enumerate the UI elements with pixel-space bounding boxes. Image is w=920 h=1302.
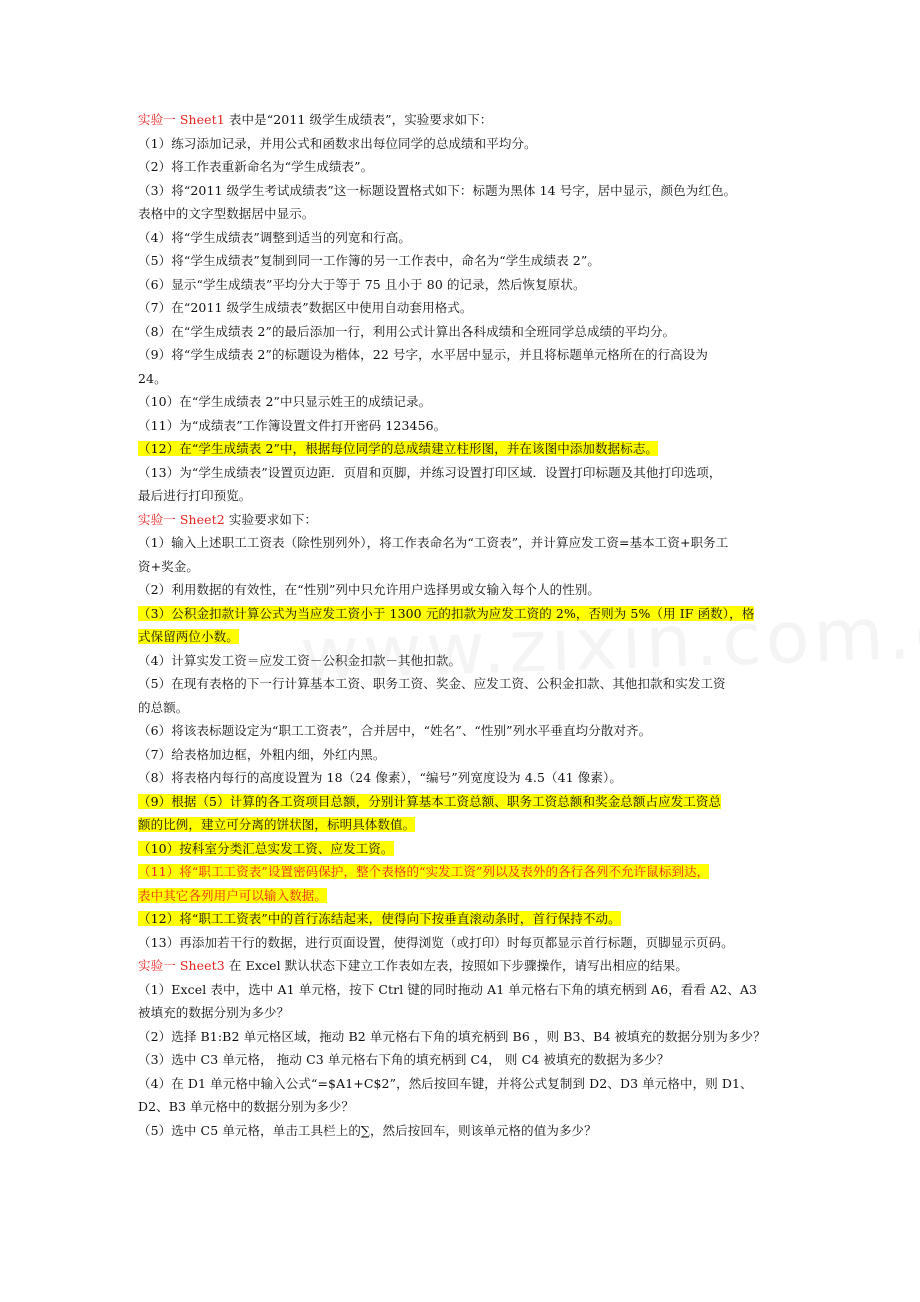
text-line — [138, 555, 786, 579]
text-line — [138, 155, 786, 179]
text-line — [138, 743, 786, 767]
highlighted-text: （10）按科室分类汇总实发工资、应发工资。 — [138, 840, 394, 856]
section-title: 实验一 Sheet3 — [138, 958, 225, 973]
text-line — [138, 296, 786, 320]
line-text: 的总额。 — [138, 699, 189, 715]
line-text: （5）在现有表格的下一行计算基本工资、职务工资、奖金、应发工资、公积金扣款、其他扣款和实发工资 — [138, 676, 726, 691]
text-line — [138, 273, 786, 297]
line-text: （2）将工作表重新命名为“学生成绩表”。 — [138, 159, 374, 174]
text-line — [138, 1095, 786, 1119]
text-line — [138, 320, 786, 344]
line-text: （6）显示“学生成绩表”平均分大于等于 75 且小于 80 的记录，然后恢复原状。 — [138, 276, 586, 292]
text-line — [138, 531, 786, 555]
highlighted-text: 表中其它各列用户可以输入数据。 — [138, 887, 328, 903]
line-text: （7）在“2011 级学生成绩表”数据区中使用自动套用格式。 — [138, 300, 473, 315]
text-line — [138, 390, 786, 414]
line-text: （1）Excel 表中，选中 A1 单元格，按下 Ctrl 键的同时拖动 A1 单元格右下角的填充柄到 A6，看看 A2、A3 — [138, 981, 758, 997]
text-line — [138, 860, 786, 884]
text-line — [138, 813, 786, 837]
text-line — [138, 1001, 786, 1025]
highlighted-text: （3）公积金扣款计算公式为当应发工资小于 1300 元的扣款为应发工资的 2%，否则为 5%（用 IF 函数），格 — [138, 605, 755, 621]
line-text: （3）选中 C3 单元格， 拖动 C3 单元格右下角的填充柄到 C4， 则 C4 被填充的数据为多少？ — [138, 1052, 670, 1067]
line-text: （13）再添加若干行的数据，进行页面设置，使得浏览（或打印）时每页都显示首行标题，页脚显示页码。 — [138, 934, 734, 950]
section-heading-s3 — [138, 954, 786, 978]
text-line — [138, 343, 786, 367]
line-text: 表格中的文字型数据居中显示。 — [138, 206, 315, 221]
line-text: （11）为“成绩表”工作簿设置文件打开密码 123456。 — [138, 417, 447, 433]
text-line — [138, 766, 786, 790]
section-title: 实验一 Sheet1 — [138, 112, 225, 127]
text-line — [138, 202, 786, 226]
line-text: （1）输入上述职工工资表（除性别列外），将工作表命名为“工资表”，并计算应发工资=基本工资+职务工 — [138, 535, 729, 550]
line-text: （8）将表格内每行的高度设置为 18（24 像素），“编号”列宽度设为 4.5（41 像素）。 — [138, 770, 622, 785]
line-text: 最后进行打印预览。 — [138, 488, 252, 503]
text-line — [138, 578, 786, 602]
text-line — [138, 132, 786, 156]
section-heading-s2 — [138, 508, 786, 532]
line-text: 在 Excel 默认状态下建立工作表如左表，按照如下步骤操作，请写出相应的结果。 — [224, 958, 688, 973]
line-text: 表中是“2011 级学生成绩表”，实验要求如下： — [224, 112, 493, 127]
text-line — [138, 437, 786, 461]
text-line — [138, 837, 786, 861]
text-line — [138, 1119, 786, 1143]
section-title: 实验一 Sheet2 — [138, 511, 225, 527]
line-text: （2）选择 B1:B2 单元格区域，拖动 B2 单元格右下角的填充柄到 B6 ，则 B3、B4 被填充的数据分别为多少？ — [138, 1028, 766, 1044]
line-text: 实验要求如下： — [224, 511, 318, 527]
line-text: （5）选中 C5 单元格，单击工具栏上的∑，然后按回车，则该单元格的值为多少？ — [138, 1122, 597, 1138]
line-text: 被填充的数据分别为多少？ — [138, 1005, 290, 1020]
document-body — [138, 108, 786, 1142]
line-text: （9）将“学生成绩表 2”的标题设为楷体，22 号字，水平居中显示，并且将标题单元格所在的行高设为 — [138, 347, 708, 362]
line-text: （6）将该表标题设定为“职工工资表”，合并居中，“姓名”、“性别”列水平垂直均分散对齐。 — [138, 723, 652, 738]
line-text: （8）在“学生成绩表 2”的最后添加一行，利用公式计算出各科成绩和全班同学总成绩的平均分。 — [138, 323, 676, 339]
highlighted-text: （9）根据（5）计算的各工资项目总额，分别计算基本工资总额、职务工资总额和奖金总额占应发工资总 — [138, 793, 722, 809]
line-text: （5）将“学生成绩表”复制到同一工作簿的另一工作表中，命名为“学生成绩表 2”。 — [138, 253, 600, 268]
text-line — [138, 179, 786, 203]
line-text: 资+奖金。 — [138, 558, 199, 574]
line-text: D2、B3 单元格中的数据分别为多少？ — [138, 1099, 354, 1114]
text-line — [138, 226, 786, 250]
line-text: 24。 — [138, 370, 167, 386]
text-line — [138, 249, 786, 273]
text-line — [138, 931, 786, 955]
line-text: （7）给表格加边框，外粗内细，外红内黑。 — [138, 746, 386, 762]
text-line — [138, 719, 786, 743]
text-line — [138, 884, 786, 908]
text-line — [138, 414, 786, 438]
text-line — [138, 696, 786, 720]
text-line — [138, 790, 786, 814]
text-line — [138, 602, 786, 626]
line-text: （4）在 D1 单元格中输入公式“=$A1+C$2”，然后按回车键，并将公式复制到 D2、D3 单元格中，则 D1、 — [138, 1075, 753, 1091]
highlighted-text: 式保留两位小数。 — [138, 629, 239, 644]
text-line — [138, 1048, 786, 1072]
section-heading-s1 — [138, 108, 786, 132]
text-line — [138, 461, 786, 485]
text-line — [138, 649, 786, 673]
text-line — [138, 367, 786, 391]
line-text: （13）为“学生成绩表”设置页边距．页眉和页脚，并练习设置打印区域．设置打印标题及其他打印选项， — [138, 464, 722, 480]
text-line — [138, 484, 786, 508]
text-line — [138, 907, 786, 931]
highlighted-text: 额的比例，建立可分离的饼状图，标明具体数值。 — [138, 817, 416, 832]
line-text: （1）练习添加记录，并用公式和函数求出每位同学的总成绩和平均分。 — [138, 135, 537, 151]
line-text: （2）利用数据的有效性，在“性别”列中只允许用户选择男或女输入每个人的性别。 — [138, 582, 601, 597]
line-text: （3）将“2011 级学生考试成绩表”这一标题设置格式如下：标题为黑体 14 号字，居中显示，颜色为红色。 — [138, 182, 737, 198]
text-line — [138, 1025, 786, 1049]
text-line — [138, 1072, 786, 1096]
text-line — [138, 672, 786, 696]
text-line — [138, 625, 786, 649]
highlighted-text: （12）将“职工工资表”中的首行冻结起来，使得向下按垂直滚动条时，首行保持不动。 — [138, 911, 621, 926]
text-line — [138, 978, 786, 1002]
line-text: （10）在“学生成绩表 2”中只显示姓王的成绩记录。 — [138, 394, 432, 409]
highlighted-text: （11）将“职工工资表”设置密码保护，整个表格的“实发工资”列以及表外的各行各列不允许鼠标到达， — [138, 864, 710, 879]
line-text: （4）将“学生成绩表”调整到适当的列宽和行高。 — [138, 229, 412, 245]
highlighted-text: （12）在“学生成绩表 2”中，根据每位同学的总成绩建立柱形图，并在该图中添加数据标志。 — [138, 441, 659, 456]
line-text: （4）计算实发工资＝应发工资－公积金扣款－其他扣款。 — [138, 652, 462, 668]
